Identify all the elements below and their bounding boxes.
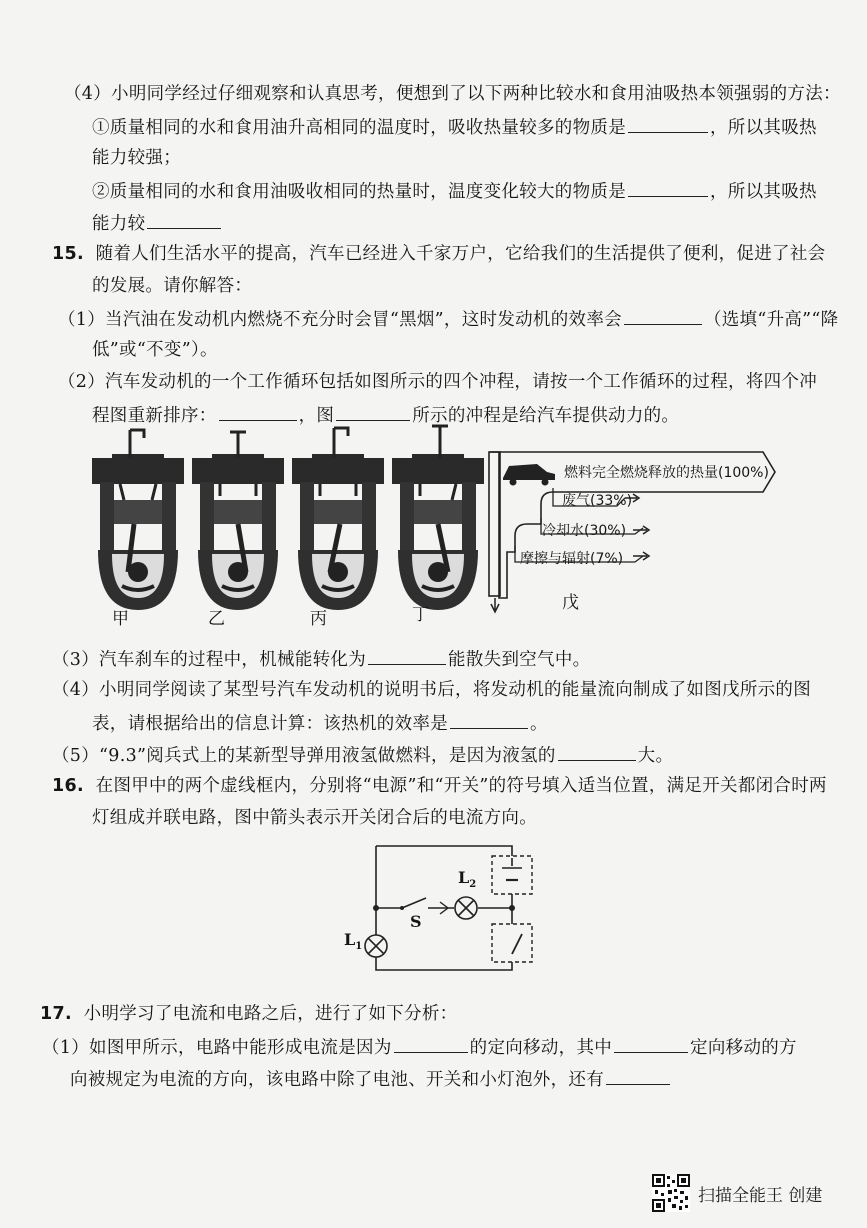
label-l1: $L_1$ [344,930,363,953]
scanner-watermark [652,1174,822,1212]
lamp-l2-icon [455,897,477,919]
q17-part-1 [42,1034,797,1060]
answer-blank[interactable] [624,306,702,325]
q15-stem [52,242,825,266]
q15-p3-a: （3）汽车刹车的过程中，机械能转化为 [52,650,367,670]
qr-code-icon [652,1174,690,1212]
q15-part-4-line-2 [92,710,548,736]
q15-p2-d: 所示的冲程是给汽车提供动力的。 [412,406,680,426]
q15-part-1 [58,306,838,332]
circuit-diagram [340,836,550,976]
figure-label-jia: 甲 [112,609,129,629]
figure-label-ding: 丁 [412,605,429,625]
answer-blank[interactable] [336,402,410,421]
figure-label-bing: 丙 [310,609,327,629]
q15-p1-a: （1）当汽油在发动机内燃烧不充分时会冒“黑烟”，这时发动机的效率会 [58,310,622,330]
answer-blank[interactable] [219,402,297,421]
question-number: 15. [52,244,84,264]
q17-p1-d: 向被规定为电流的方向，该电路中除了电池、开关和小灯泡外，还有 [70,1070,604,1090]
q14-4-m1-text-b: ，所以其吸热 [710,118,817,138]
engine-jia [92,430,184,610]
q17-stem [40,1002,457,1026]
dashed-box-bottom [492,924,532,962]
q17-p1-c: 定向移动的方 [690,1038,797,1058]
q15-part-3 [52,646,590,672]
answer-blank[interactable] [368,646,446,665]
answer-blank[interactable] [147,210,221,229]
q14-4-method-2 [92,178,817,204]
answer-blank[interactable] [628,178,708,197]
answer-blank[interactable] [614,1034,688,1053]
question-number: 16. [52,776,84,796]
q15-stem-b: 的发展。请你解答： [92,276,253,296]
answer-blank[interactable] [558,742,636,761]
answer-blank[interactable] [450,710,528,729]
figure-label-yi: 乙 [208,609,225,629]
lamp-l1-icon [365,935,387,957]
q15-p2-c: ，图 [298,406,335,426]
q15-p4-a: （4）小明同学阅读了某型号汽车发动机的说明书后，将发动机的能量流向制成了如图戊所示的图 [52,680,812,700]
engine-strokes-figure [90,422,490,622]
q16-stem-b: 灯组成并联电路，图中箭头表示开关闭合后的电流方向。 [92,808,537,828]
energy-total-label: 燃料完全燃烧释放的热量(100%) [564,465,769,481]
label-l2: $L_2$ [458,868,477,891]
q16-stem-a: 在图甲中的两个虚线框内，分别将“电源”和“开关”的符号填入适当位置，满足开关都闭合时两 [95,776,827,796]
question-number: 17. [40,1004,72,1024]
watermark-text: 扫描全能王 创建 [698,1185,823,1206]
q14-4-m2-text-c: 能力较 [92,214,146,234]
figure-label-wu: 戊 [562,593,579,613]
q14-4-m2-text-b: ，所以其吸热 [710,182,817,202]
car-icon [503,464,555,486]
energy-friction-label: 摩擦与辐射(7%) [520,551,624,567]
q15-stem-a: 随着人们生活水平的提高，汽车已经进入千家万户，它给我们的生活提供了便利，促进了社会 [95,244,826,264]
q15-p4-b: 表，请根据给出的信息计算：该热机的效率是 [92,714,448,734]
label-s: S [410,912,422,931]
q14-4-intro: （4）小明同学经过仔细观察和认真思考，便想到了以下两种比较水和食用油吸热本领强弱的方法： [64,84,841,104]
q17-p1-a: （1）如图甲所示，电路中能形成电流是因为 [42,1038,392,1058]
q14-4-method-1 [92,114,817,140]
q15-p3-b: 能散失到空气中。 [448,650,591,670]
q15-p2-a: （2）汽车发动机的一个工作循环包括如图所示的四个冲程，请按一个工作循环的过程，将四个冲 [58,372,818,392]
answer-blank[interactable] [394,1034,468,1053]
energy-cooling-label: 冷却水(30%) [542,523,627,539]
q14-4-m2-text-a: ②质量相同的水和食用油吸收相同的热量时，温度变化较大的物质是 [92,182,626,202]
q17-part-1-line-2 [70,1066,672,1092]
q15-p5-a: （5）“9.3”阅兵式上的某新型导弹用液氢做燃料，是因为液氢的 [52,746,556,766]
q15-p5-b: 大。 [637,746,674,766]
engine-yi [192,432,284,610]
q15-p1-c: 低”或“不变”）。 [92,340,218,360]
q17-p1-b: 的定向移动，其中 [469,1038,613,1058]
engine-ding [392,426,484,610]
answer-blank[interactable] [606,1066,670,1085]
q14-4-m1-text-a: ①质量相同的水和食用油升高相同的温度时，吸收热量较多的物质是 [92,118,626,138]
answer-blank[interactable] [628,114,708,133]
q15-p2-b: 程图重新排序： [92,406,217,426]
q15-p1-b: （选填“升高”“降 [703,310,839,330]
q16-stem [52,774,827,798]
q17-stem-text: 小明学习了电流和电路之后，进行了如下分析： [83,1004,458,1024]
q14-4-m2-line-2 [92,210,223,236]
q14-4-m1-text-c: 能力较强； [92,148,181,168]
q15-part-5 [52,742,673,768]
energy-exhaust-label: 废气(33%) [562,493,633,509]
engine-bing [292,428,384,610]
q15-p4-c: 。 [530,714,548,734]
